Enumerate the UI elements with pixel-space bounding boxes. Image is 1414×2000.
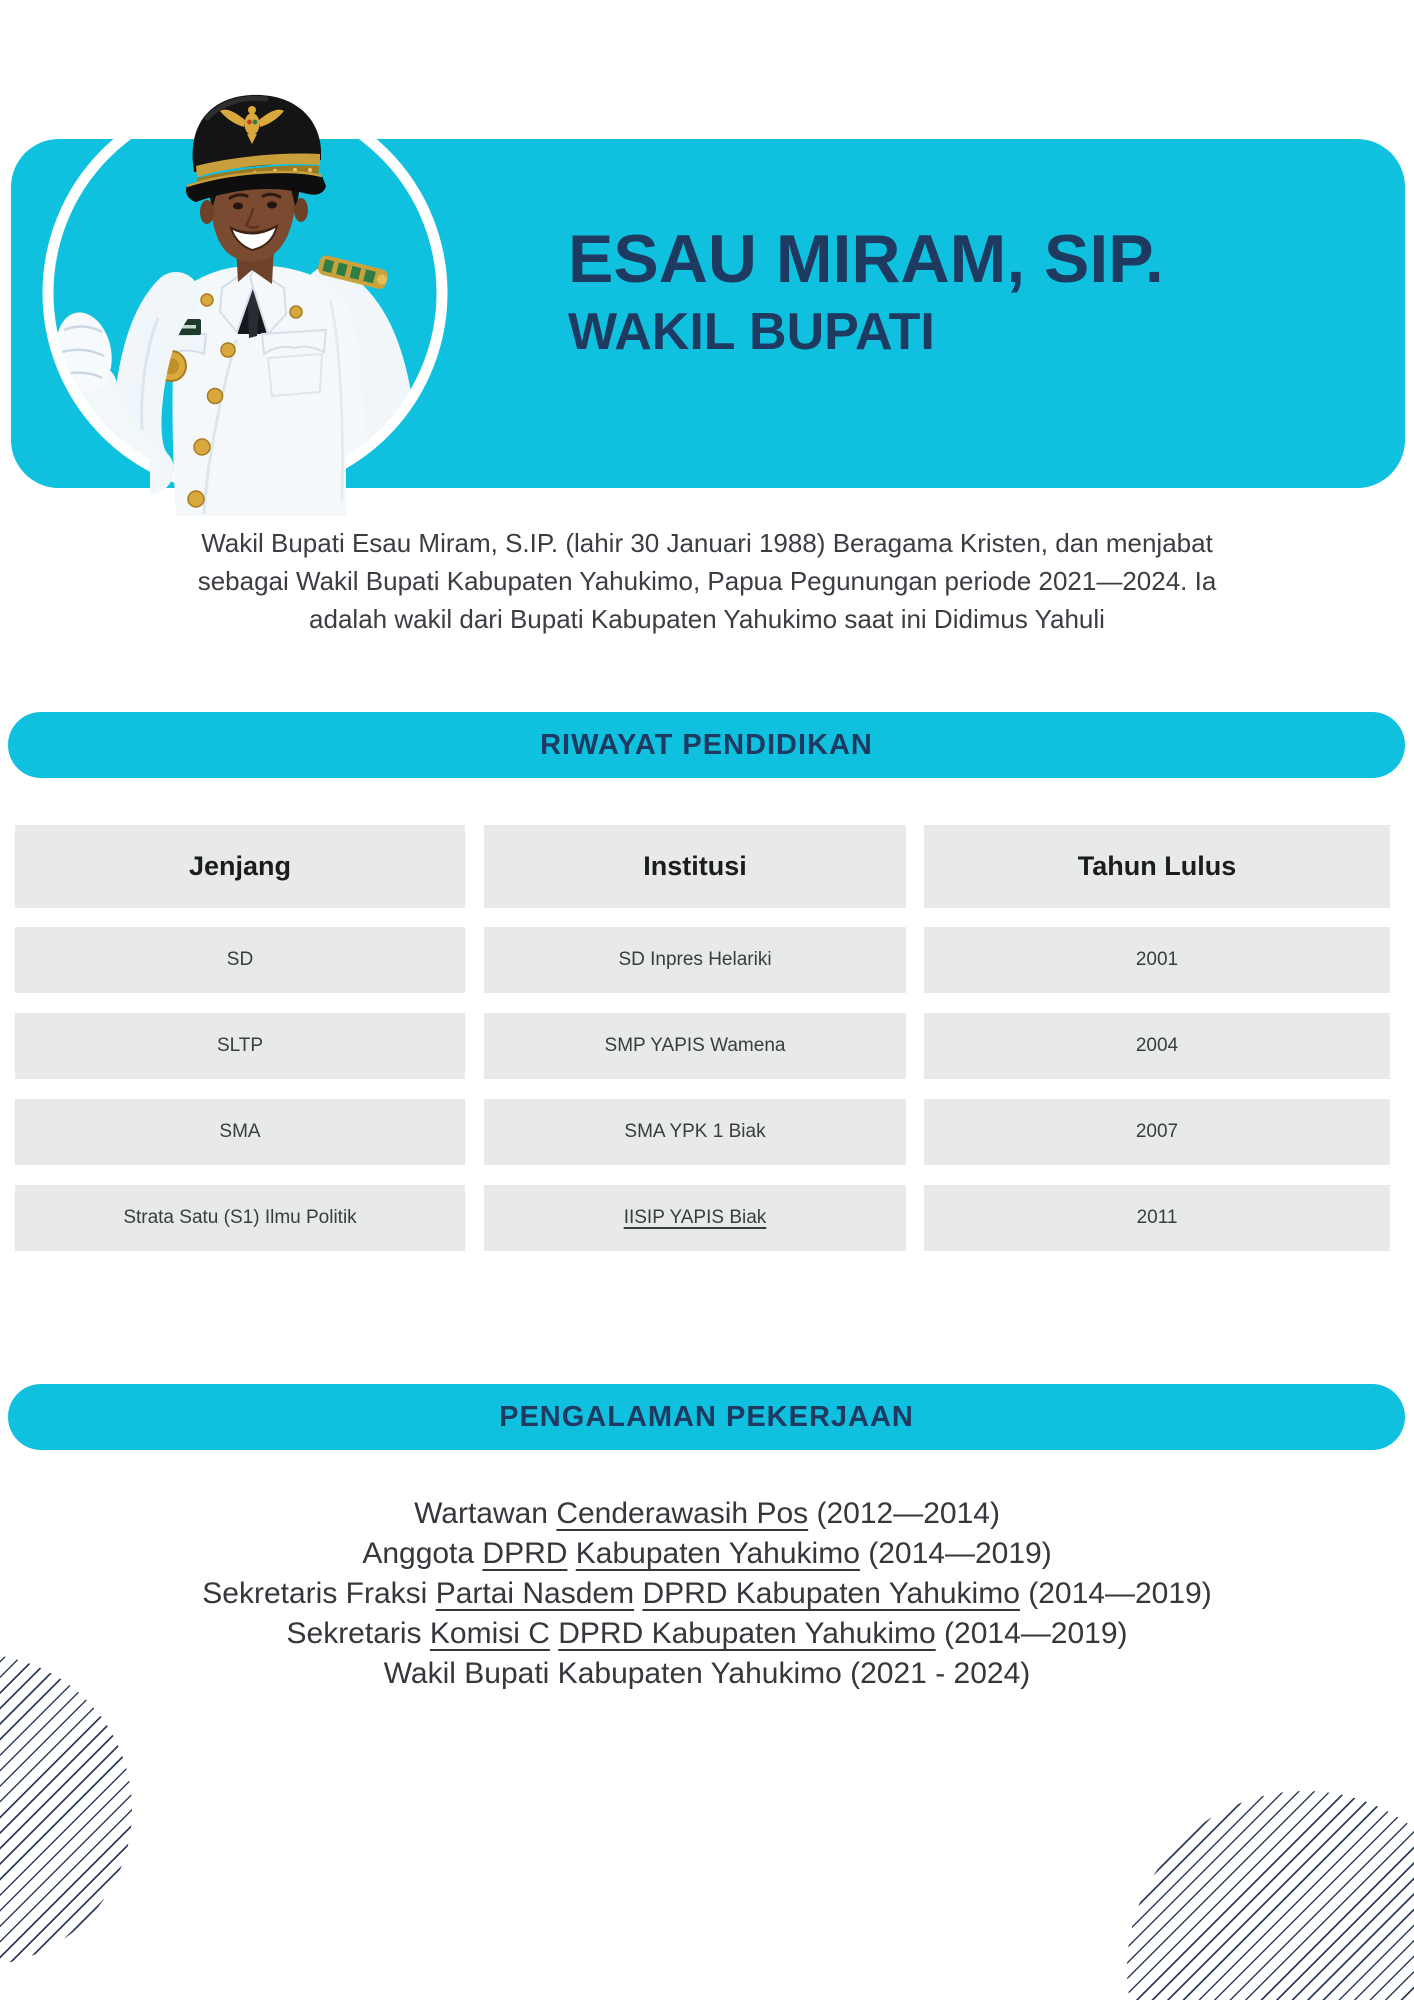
- experience-item: [107, 1534, 1307, 1574]
- institution-link[interactable]: IISIP YAPIS Biak: [623, 1207, 767, 1228]
- table-row: [15, 927, 1390, 993]
- table-row: [15, 1099, 1390, 1165]
- experience-link[interactable]: Partai Nasdem: [435, 1577, 635, 1610]
- experience-text: (2014—2019): [1019, 1577, 1212, 1610]
- section-banner-experience: [8, 1384, 1405, 1450]
- table-row: [15, 1185, 1390, 1251]
- experience-text: Wakil Bupati Kabupaten Yahukimo (2021 - 2024): [383, 1657, 1031, 1690]
- experience-item: [107, 1494, 1307, 1534]
- experience-link[interactable]: DPRD Kabupaten Yahukimo: [642, 1577, 1020, 1610]
- person-name: ESAU MIRAM, SIP.: [568, 221, 1164, 297]
- experience-text: Sekretaris: [286, 1617, 430, 1650]
- column-header-jenjang: Jenjang: [15, 825, 465, 908]
- intro-line: sebagai Wakil Bupati Kabupaten Yahukimo, Papua Pegunungan periode 2021—2024. Ia: [197, 566, 1217, 596]
- education-table-rows: [15, 927, 1390, 1251]
- experience-item: [107, 1574, 1307, 1614]
- cell-institusi: SD Inpres Helariki: [484, 927, 906, 993]
- experience-text: Wartawan: [414, 1497, 557, 1530]
- experience-link[interactable]: DPRD Kabupaten Yahukimo: [558, 1617, 936, 1650]
- column-header-tahun-lulus: Tahun Lulus: [924, 825, 1390, 908]
- experience-link[interactable]: Cenderawasih Pos: [556, 1497, 809, 1530]
- experience-item: [107, 1614, 1307, 1654]
- section-title-experience: PENGALAMAN PEKERJAAN: [499, 1400, 914, 1433]
- experience-item: [107, 1654, 1307, 1694]
- intro-line: Wakil Bupati Esau Miram, S.IP. (lahir 30 Januari 1988) Beragama Kristen, dan menjabat: [201, 528, 1213, 558]
- experience-text: [550, 1617, 558, 1650]
- intro-paragraph: [157, 524, 1257, 638]
- cell-tahun-lulus: 2004: [924, 1013, 1390, 1079]
- person-role: WAKIL BUPATI: [568, 303, 935, 361]
- column-header-institusi: Institusi: [484, 825, 906, 908]
- experience-link[interactable]: DPRD: [482, 1537, 568, 1570]
- table-row: [15, 1013, 1390, 1079]
- cell-jenjang: SMA: [15, 1099, 465, 1165]
- cell-institusi: [484, 1185, 906, 1251]
- experience-text: Anggota: [362, 1537, 483, 1570]
- cell-tahun-lulus: 2007: [924, 1099, 1390, 1165]
- experience-text: (2014—2019): [859, 1537, 1052, 1570]
- experience-list: [107, 1494, 1307, 1694]
- striped-circle-bottom-right: [1127, 1791, 1414, 2000]
- experience-text: [567, 1537, 575, 1570]
- experience-text: Sekretaris Fraksi: [202, 1577, 436, 1610]
- experience-text: (2012—2014): [808, 1497, 1000, 1530]
- cell-institusi: SMP YAPIS Wamena: [484, 1013, 906, 1079]
- portrait-photo: [0, 60, 520, 530]
- cell-tahun-lulus: 2001: [924, 927, 1390, 993]
- cell-jenjang: SLTP: [15, 1013, 465, 1079]
- experience-link[interactable]: Komisi C: [429, 1617, 550, 1650]
- cell-jenjang: Strata Satu (S1) Ilmu Politik: [15, 1185, 465, 1251]
- intro-line: adalah wakil dari Bupati Kabupaten Yahukimo saat ini Didimus Yahuli: [309, 604, 1105, 634]
- experience-text: (2014—2019): [935, 1617, 1128, 1650]
- section-title-education: RIWAYAT PENDIDIKAN: [540, 728, 873, 761]
- table-header-row: [15, 825, 1390, 908]
- experience-link[interactable]: Kabupaten Yahukimo: [575, 1537, 860, 1570]
- section-banner-education: [8, 712, 1405, 778]
- cell-tahun-lulus: 2011: [924, 1185, 1390, 1251]
- cell-institusi: SMA YPK 1 Biak: [484, 1099, 906, 1165]
- education-table: [15, 825, 1390, 1271]
- cell-jenjang: SD: [15, 927, 465, 993]
- striped-circle-bottom-left: [0, 1654, 132, 1966]
